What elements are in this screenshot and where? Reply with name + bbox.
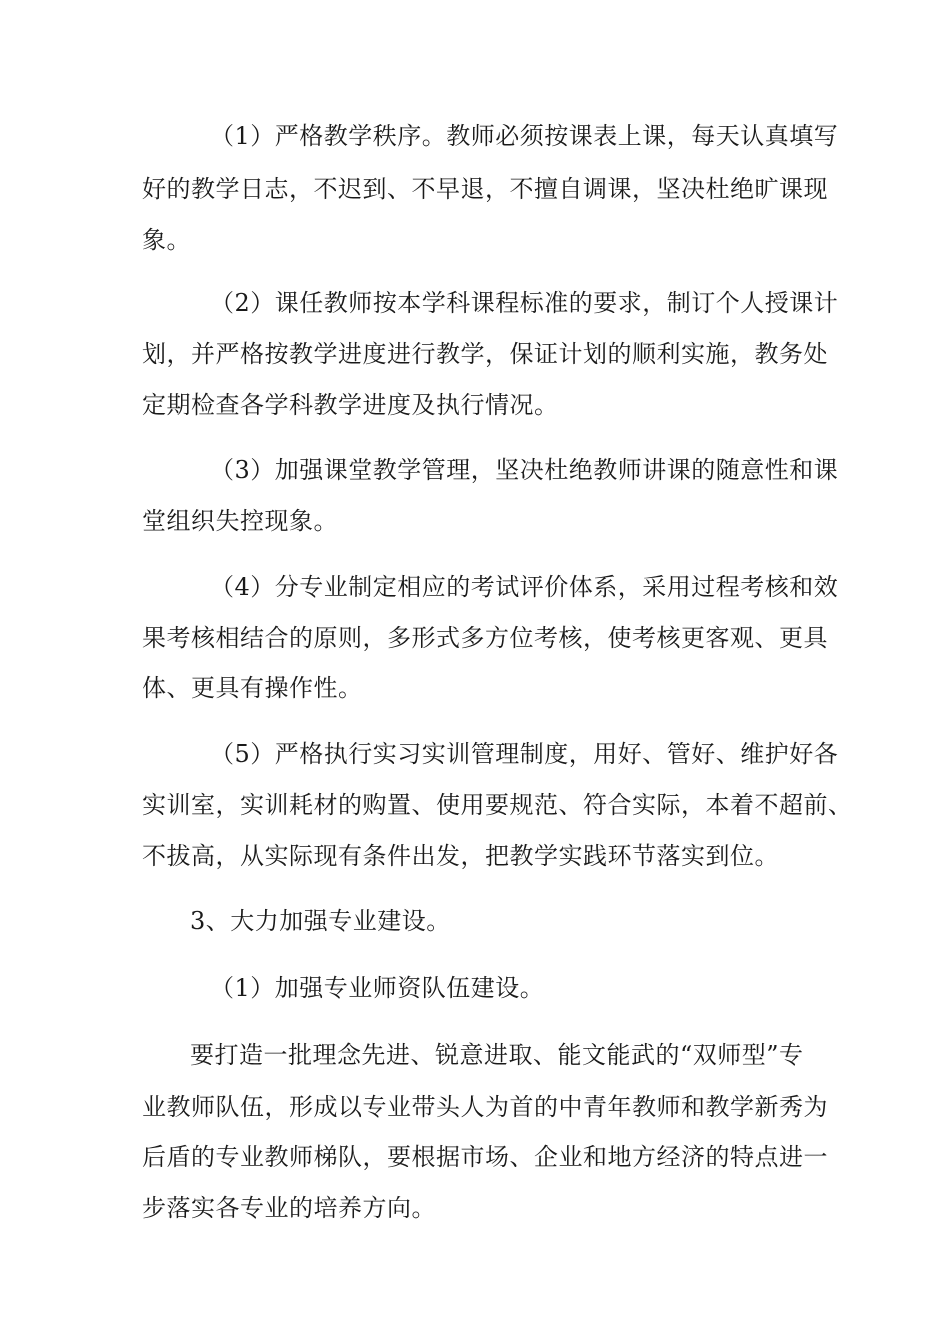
- para1-line1: （1）严格教学秩序。教师必须按课表上课，每天认真填写: [210, 122, 839, 150]
- para4-line3: 体、更具有操作性。: [142, 674, 363, 702]
- para2-line3: 定期检查各学科教学进度及执行情况。: [142, 391, 559, 419]
- para1-line2: 好的教学日志，不迟到、不早退，不擅自调课，坚决杜绝旷课现: [142, 175, 828, 203]
- para4-line1: （4）分专业制定相应的考试评价体系，采用过程考核和效: [210, 573, 839, 601]
- para6-line2: 业教师队伍，形成以专业带头人为首的中青年教师和教学新秀为: [142, 1093, 828, 1121]
- para3-line1: （3）加强课堂教学管理，坚决杜绝教师讲课的随意性和课: [210, 456, 839, 484]
- para6-line1: 要打造一批理念先进、锐意进取、能文能武的“双师型”专: [190, 1041, 804, 1069]
- para3-line2: 堂组织失控现象。: [142, 507, 338, 535]
- para4-line2: 果考核相结合的原则，多形式多方位考核，使考核更客观、更具: [142, 624, 828, 652]
- para5-line3: 不拔高，从实际现有条件出发，把教学实践环节落实到位。: [142, 842, 779, 870]
- para5-line1: （5）严格执行实习实训管理制度，用好、管好、维护好各: [210, 740, 839, 768]
- subsection-1: （1）加强专业师资队伍建设。: [210, 974, 545, 1002]
- para2-line1: （2）课任教师按本学科课程标准的要求，制订个人授课计: [210, 289, 839, 317]
- section-heading-3: 3、大力加强专业建设。: [190, 907, 451, 935]
- para5-line2: 实训室，实训耗材的购置、使用要规范、符合实际，本着不超前、: [142, 791, 853, 819]
- para2-line2: 划，并严格按教学进度进行教学，保证计划的顺利实施，教务处: [142, 340, 828, 368]
- para1-line3: 象。: [142, 226, 191, 254]
- para6-line4: 步落实各专业的培养方向。: [142, 1194, 436, 1222]
- para6-line3: 后盾的专业教师梯队，要根据市场、企业和地方经济的特点进一: [142, 1143, 828, 1171]
